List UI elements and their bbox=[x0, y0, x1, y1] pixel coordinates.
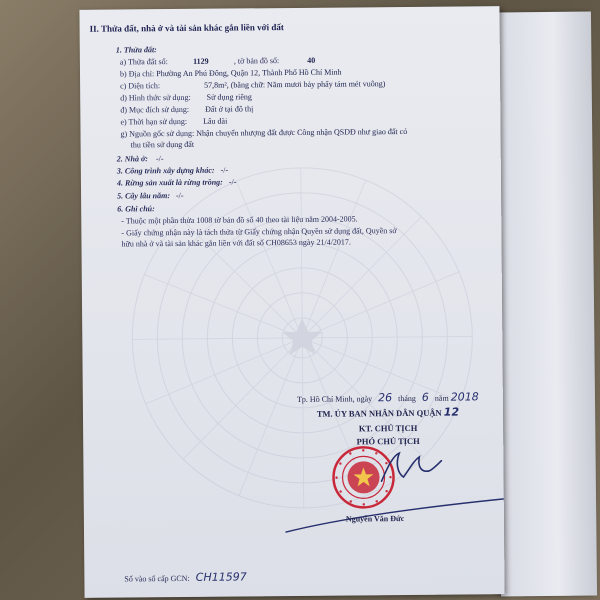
underlying-page bbox=[495, 12, 597, 597]
signing-date: Tp. Hồ Chí Minh, ngày 26 tháng 6 năm 2018 bbox=[296, 390, 479, 405]
signing-year: 2018 bbox=[450, 390, 479, 404]
gcn-number: CH11597 bbox=[195, 570, 247, 584]
land-parcel-row: a) Thửa đất số: 1129 , tờ bản đồ số: 40 bbox=[120, 56, 341, 68]
certificate-page bbox=[79, 6, 504, 598]
land-heading: 1. Thửa đất: bbox=[115, 45, 157, 55]
district-number: 12 bbox=[443, 405, 460, 419]
perennial-trees-row: 5. Cây lâu năm: -/- bbox=[117, 190, 184, 201]
parcel-number: 1129 bbox=[193, 56, 209, 66]
land-origin: Nhận chuyển nhượng đất được Công nhận QSDĐ như giao đất có bbox=[196, 126, 408, 138]
land-use-term: Lâu dài bbox=[203, 116, 228, 126]
signer-title-1: KT. CHỦ TỊCH bbox=[358, 422, 418, 434]
land-origin-row-2: thu tiền sử dụng đất bbox=[130, 139, 195, 150]
land-use-term-row: e) Thời hạn sử dụng: Lâu dài bbox=[120, 116, 228, 127]
note-line-2: - Giấy chứng nhận này là tách thửa từ Giấy chứng nhận Quyền sử dụng đất, Quyền sở bbox=[121, 226, 397, 238]
land-address-row: b) Địa chỉ: Phường An Phú Đông, Quận 12, Thành Phố Hồ Chí Minh bbox=[119, 67, 342, 79]
land-use-form: Sử dụng riêng bbox=[206, 92, 252, 102]
note-line-1: - Thuộc một phần thửa 1008 tờ bản đồ số 40 theo tài liệu năm 2004-2005. bbox=[121, 214, 358, 226]
land-area: 57,8m², (bằng chữ: Năm mươi bảy phẩy tám mét vuông) bbox=[204, 79, 386, 90]
signing-month: 6 bbox=[421, 390, 429, 404]
land-area-row: c) Diện tích: 57,8m², (bằng chữ: Năm mươi bảy phẩy tám mét vuông) bbox=[120, 79, 386, 91]
map-sheet-number: 40 bbox=[307, 55, 316, 65]
land-use-purpose: Đất ở tại đô thị bbox=[205, 104, 254, 114]
signer-name: Nguyễn Văn Đức bbox=[345, 514, 405, 524]
other-construction-row: 3. Công trình xây dựng khác: -/- bbox=[116, 165, 229, 176]
signing-day: 26 bbox=[378, 391, 393, 405]
land-use-form-row: d) Hình thức sử dụng: Sử dụng riêng bbox=[120, 92, 252, 103]
issuing-authority: TM. ỦY BAN NHÂN DÂN QUẬN 12 bbox=[316, 405, 460, 419]
signature-block bbox=[273, 390, 503, 447]
land-address: Phường An Phú Đông, Quận 12, Thành Phố Hồ Chí Minh bbox=[156, 67, 342, 79]
gcn-registry-row: Số vào sổ cấp GCN: CH11597 bbox=[124, 570, 247, 584]
notes-heading: 6. Ghi chú: bbox=[117, 204, 155, 214]
section-title: II. Thửa đất, nhà ở và tài sản khác gắn liền với đất bbox=[89, 22, 284, 34]
note-line-3: hữu nhà ở và tài sản khác gắn liền với đất số CH08653 ngày 21/4/2017. bbox=[121, 237, 351, 249]
signer-title-2: PHÓ CHỦ TỊCH bbox=[356, 435, 420, 447]
handwritten-signature bbox=[373, 447, 443, 488]
forest-row: 4. Rừng sản xuất là rừng trồng: -/- bbox=[116, 177, 237, 188]
land-origin-row: g) Nguồn gốc sử dụng: Nhận chuyển nhượng đất được Công nhận QSDĐ như giao đất có bbox=[120, 126, 408, 139]
land-use-purpose-row: đ) Mục đích sử dụng: Đất ở tại đô thị bbox=[120, 104, 254, 115]
house-row: 2. Nhà ở: -/- bbox=[116, 154, 164, 164]
